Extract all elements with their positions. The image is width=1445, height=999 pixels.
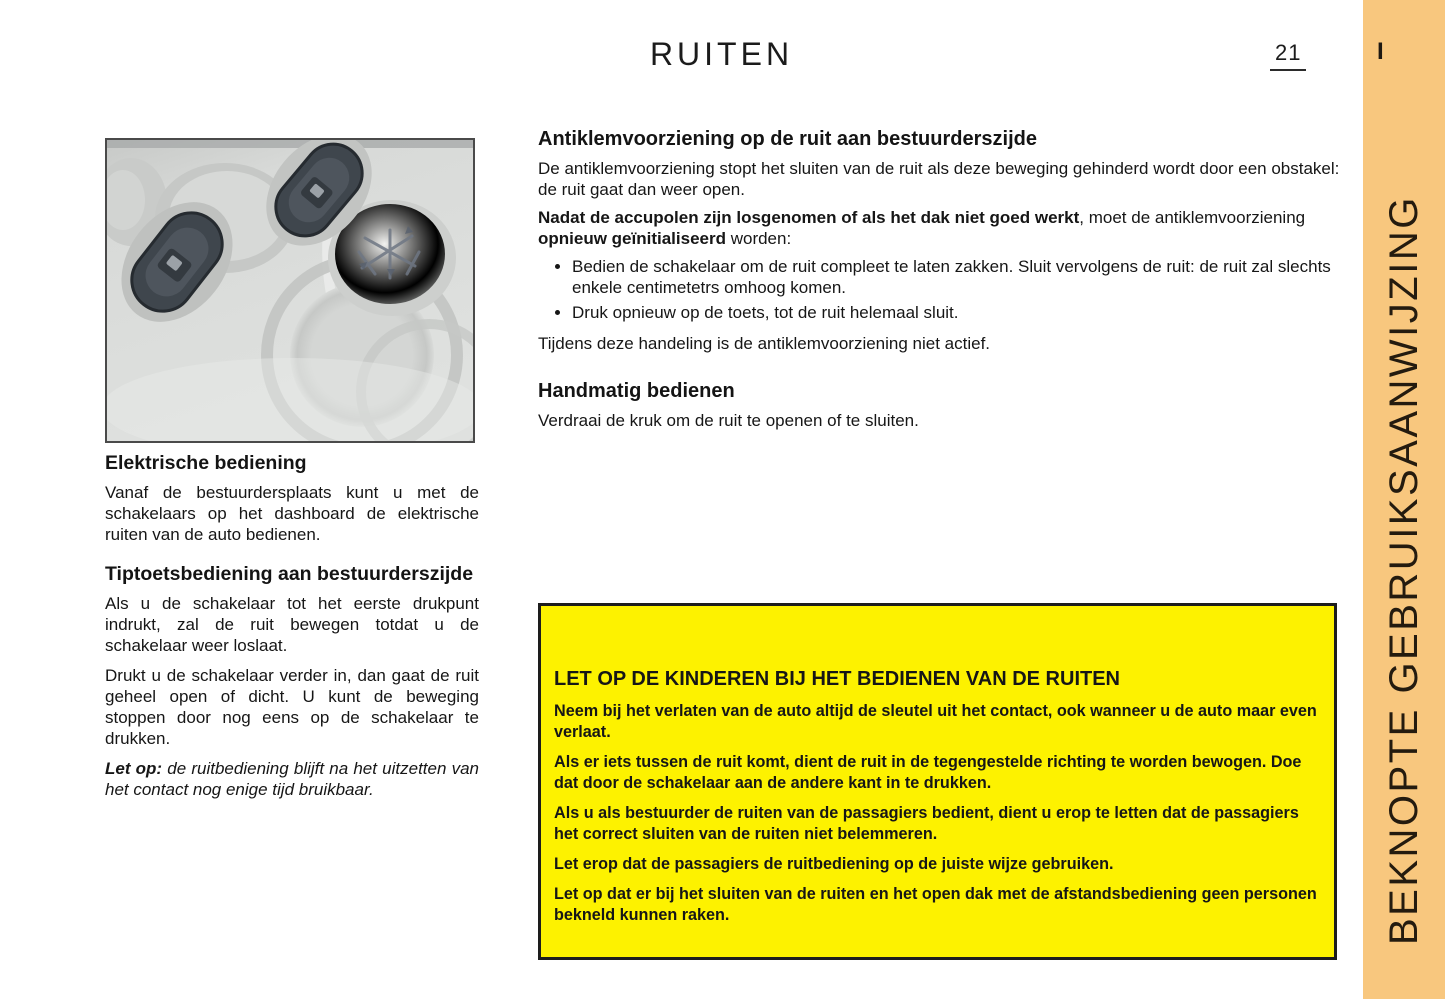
reinit-text-1: , moet de antiklemvoorziening	[1079, 208, 1306, 227]
reinit-bold-2: opnieuw geïnitialiseerd	[538, 228, 726, 248]
paragraph-elektrische-bediening: Vanaf de bestuurdersplaats kunt u met de schakelaars op het dashboard de elektrische ruiten van de auto bedienen.	[105, 483, 479, 544]
chapter-number-marker: I	[1377, 38, 1384, 65]
warning-paragraph: Als u als bestuurder de ruiten van de passagiers bedient, dient u erop te letten dat de passagiers het correct sluiten van de ruiten niet belemmeren.	[554, 804, 1299, 843]
paragraph-antiklem-2: Tijdens deze handeling is de antiklemvoorziening niet actief.	[538, 333, 991, 353]
paragraph-let-op-note	[105, 758, 479, 800]
children-warning-box	[538, 603, 1337, 960]
warning-paragraph: Neem bij het verlaten van de auto altijd de sleutel uit het contact, ook wanneer u de auto maar even verlaat.	[554, 702, 1317, 741]
paragraph-tiptoets-1: Als u de schakelaar tot het eerste drukpunt indrukt, zal de ruit bewegen totdat u de schakelaar weer loslaat.	[105, 594, 479, 655]
paragraph-handmatig: Verdraai de kruk om de ruit te openen of te sluiten.	[538, 411, 919, 430]
let-op-label: Let op:	[105, 759, 163, 778]
page-number: 21	[1270, 40, 1306, 71]
sidebar-vertical-label: BEKNOPTE GEBRUIKSAANWIJZING	[1382, 195, 1426, 945]
page-title: RUITEN	[649, 36, 794, 72]
left-column	[105, 452, 479, 809]
let-op-text: de ruitbediening blijft na het uitzetten van het contact nog enige tijd bruikbaar.	[105, 759, 479, 799]
reinit-bold-1: Nadat de accupolen zijn losgenomen of als het dak niet goed werkt	[538, 208, 1080, 227]
paragraph-antiklem-reinit	[538, 208, 1345, 249]
section-heading-handmatig-bedienen: Handmatig bedienen	[538, 380, 735, 402]
warning-title: LET OP DE KINDEREN BIJ HET BEDIENEN VAN DE RUITEN	[554, 668, 1120, 690]
section-heading-tiptoetsbediening: Tiptoetsbediening aan bestuurderszijde	[105, 563, 474, 585]
paragraph-tiptoets-2: Drukt u de schakelaar verder in, dan gaat de ruit geheel open of dicht. U kunt de beweging stoppen door nog eens op de schakelaar te drukken.	[105, 666, 479, 748]
right-column	[538, 128, 1345, 440]
section-heading-elektrische-bediening: Elektrische bediening	[105, 452, 307, 474]
reinit-text-2: worden:	[725, 228, 792, 248]
warning-paragraph: Let op dat er bij het sluiten van de ruiten en het open dak met de afstandsbediening geen personen bekneld kunnen raken.	[554, 885, 1317, 924]
warning-paragraph: Let erop dat de passagiers de ruitbediening op de juiste wijze gebruiken.	[554, 855, 1114, 873]
section-heading-antiklemvoorziening: Antiklemvoorziening op de ruit aan bestuurderszijde	[538, 128, 1037, 150]
manual-operation-section	[538, 380, 1345, 432]
warning-paragraph: Als er iets tussen de ruit komt, dient de ruit in de tegengestelde richting te worden bewogen. Doe dat door de schakelaar aan de andere kant in te drukken.	[554, 753, 1302, 792]
paragraph-antiklem-1: De antiklemvoorziening stopt het sluiten van de ruit als deze beweging gehinderd wordt door een obstakel: de ruit gaat dan weer open.	[538, 159, 1340, 199]
reinit-steps-list	[538, 257, 1345, 324]
console-photo	[105, 138, 475, 443]
console-photo-illustration	[107, 140, 473, 441]
list-item: • Druk opnieuw op de toets, tot de ruit helemaal sluit.	[572, 303, 1345, 324]
list-item: • Bedien de schakelaar om de ruit compleet te laten zakken. Sluit vervolgens de ruit: de ruit zal slechts enkele centimetetrs omhoog komen.	[572, 257, 1345, 298]
